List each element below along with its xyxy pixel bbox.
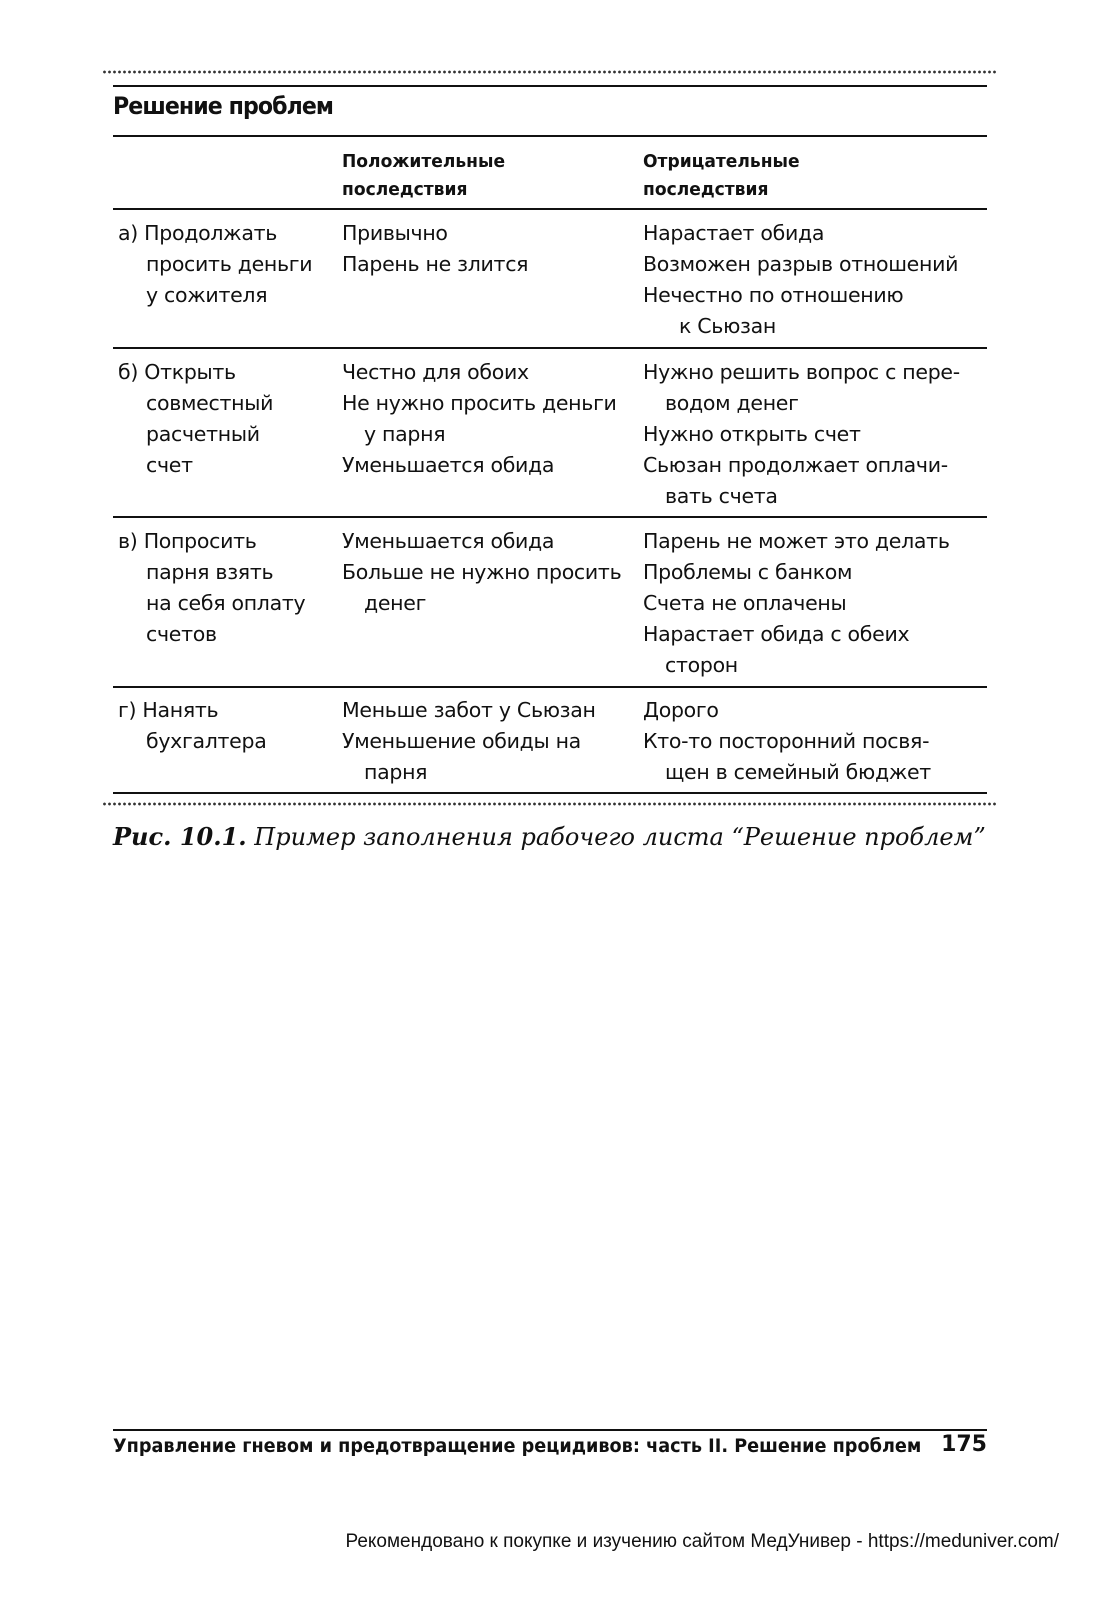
row-b-positive: Честно для обоих Не нужно просить деньги у парня Уменьшается обида — [342, 360, 617, 477]
row-d-positive: Меньше забот у Сьюзан Уменьшение обиды на парня — [342, 698, 596, 784]
row-c-bottom-rule — [113, 686, 987, 688]
header-top-rule — [113, 135, 987, 137]
figure-caption-text: Пример заполнения рабочего листа “Решение проблем” — [254, 823, 986, 851]
worksheet-title: Решение проблем — [113, 92, 334, 120]
column-header-negative: Отрицательные последствия — [643, 151, 800, 200]
figure-caption — [113, 822, 986, 851]
bottom-dotted-border — [102, 800, 998, 808]
row-c-option: в) Попросить парня взять на себя оплату счетов — [118, 529, 306, 646]
header-bottom-rule — [113, 208, 987, 210]
row-b-bottom-rule — [113, 516, 987, 518]
row-b-negative: Нужно решить вопрос с пере- водом денег Нужно открыть счет Сьюзан продолжает оплачи- вать счета — [643, 360, 960, 508]
promo-watermark-text: Рекомендовано к покупке и изучению сайтом МедУнивер - https://meduniver.com/ — [345, 1531, 1059, 1552]
row-d-option: г) Нанять бухгалтера — [118, 698, 267, 753]
footer-rule — [113, 1429, 987, 1431]
figure-caption-label: Рис. 10.1. — [113, 822, 247, 851]
row-a-positive: Привычно Парень не злится — [342, 221, 529, 276]
row-a-option: а) Продолжать просить деньги у сожителя — [118, 221, 313, 307]
running-footer-title: Управление гневом и предотвращение рецидивов: часть II. Решение проблем — [113, 1435, 922, 1457]
row-d-negative: Дорого Кто-то посторонний посвя- щен в семейный бюджет — [643, 698, 931, 784]
row-a-negative: Нарастает обида Возможен разрыв отношений Нечестно по отношению к Сьюзан — [643, 221, 959, 338]
row-a-bottom-rule — [113, 347, 987, 349]
title-top-rule — [113, 85, 987, 87]
table-bottom-rule — [113, 792, 987, 794]
row-c-positive: Уменьшается обида Больше не нужно просить денег — [342, 529, 622, 615]
column-header-positive: Положительные последствия — [342, 151, 506, 200]
top-dotted-border — [102, 68, 998, 76]
row-b-option: б) Открыть совместный расчетный счет — [118, 360, 274, 477]
page-number: 175 — [941, 1432, 987, 1457]
row-c-negative: Парень не может это делать Проблемы с банком Счета не оплачены Нарастает обида с обеих сторон — [643, 529, 950, 677]
